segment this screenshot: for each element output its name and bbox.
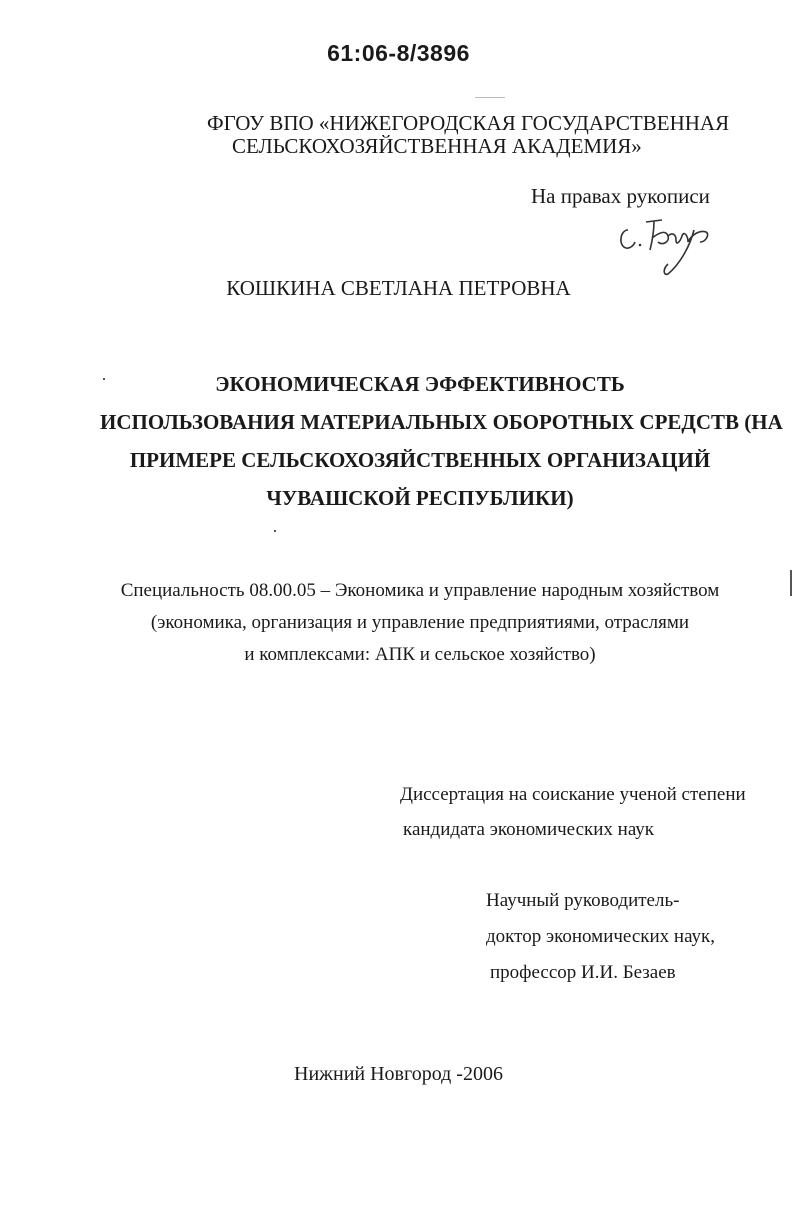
specialty-line: (экономика, организация и управление предприятиями, отраслями — [150, 612, 690, 633]
organization-line-1: ФГОУ ВПО «НИЖЕГОРОДСКАЯ ГОСУДАРСТВЕННАЯ — [207, 111, 730, 135]
degree-line-1: Диссертация на соискание ученой степени — [400, 784, 746, 805]
document-code: 61:06-8/3896 — [327, 40, 470, 66]
scan-speck — [103, 378, 105, 380]
supervisor-label: Научный руководитель- — [486, 890, 680, 911]
supervisor-degree: доктор экономических наук, — [486, 926, 716, 947]
degree-line-2: кандидата экономических наук — [403, 819, 655, 840]
city-year: Нижний Новгород -2006 — [294, 1063, 503, 1085]
title-line: ПРИМЕРЕ СЕЛЬСКОХОЗЯЙСТВЕННЫХ ОРГАНИЗАЦИЙ — [129, 448, 711, 472]
specialty-line: Специальность 08.00.05 – Экономика и управление народным хозяйством — [120, 580, 720, 601]
specialty-line: и комплексами: АПК и сельское хозяйство) — [244, 644, 596, 665]
dissertation-title — [100, 365, 783, 517]
title-line: ЧУВАШСКОЙ РЕСПУБЛИКИ) — [266, 486, 574, 510]
specialty-block — [80, 575, 760, 671]
scan-edge-mark — [790, 570, 792, 596]
manuscript-rights-note: На правах рукописи — [531, 184, 710, 208]
supervisor-name: профессор И.И. Безаев — [490, 962, 676, 983]
scan-speck — [475, 97, 505, 98]
scan-speck — [274, 530, 276, 532]
organization-line-2: СЕЛЬСКОХОЗЯЙСТВЕННАЯ АКАДЕМИЯ» — [232, 134, 642, 158]
title-line: ИСПОЛЬЗОВАНИЯ МАТЕРИАЛЬНЫХ ОБОРОТНЫХ СРЕДСТВ (НА — [100, 410, 783, 434]
title-line: ЭКОНОМИЧЕСКАЯ ЭФФЕКТИВНОСТЬ — [215, 372, 625, 396]
author-name: КОШКИНА СВЕТЛАНА ПЕТРОВНА — [226, 276, 571, 300]
handwritten-signature — [610, 212, 718, 280]
